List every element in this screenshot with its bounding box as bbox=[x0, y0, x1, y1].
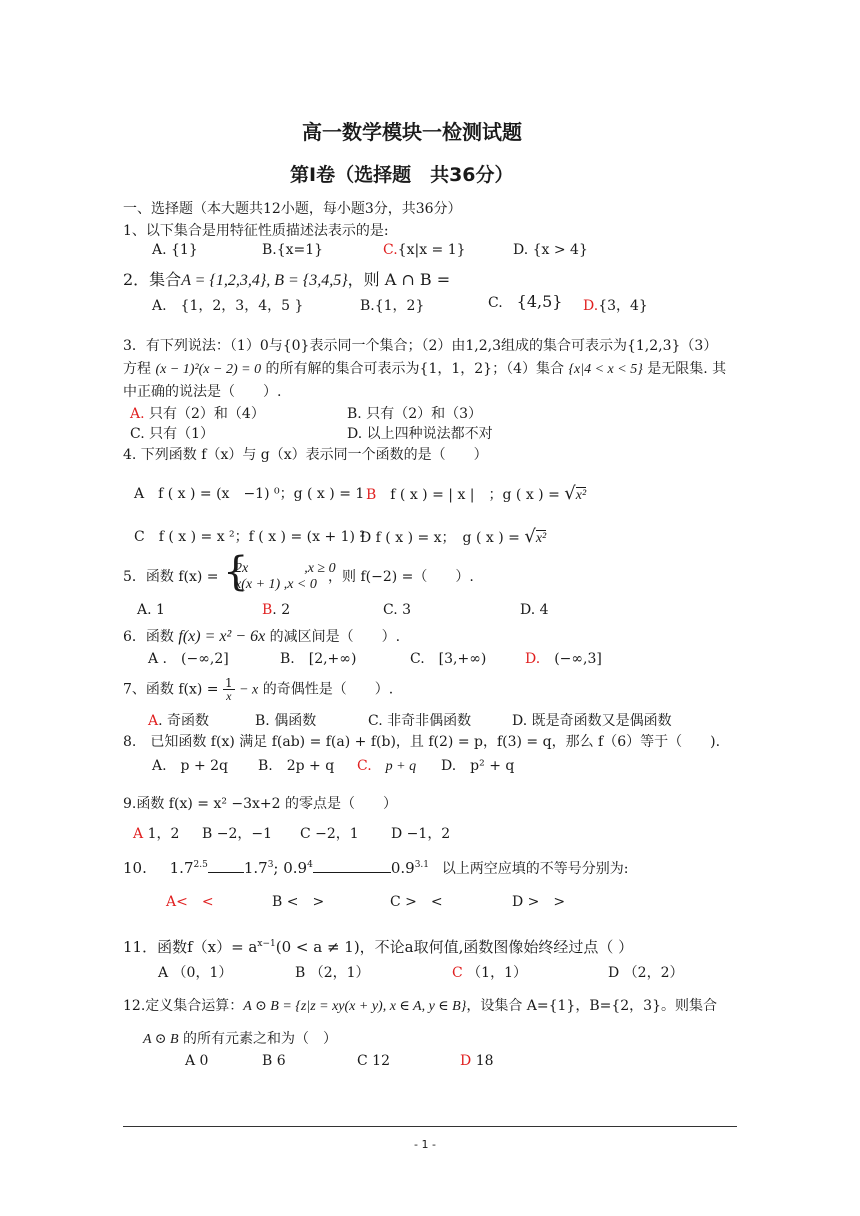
q9-option-b: B −2，−1 bbox=[202, 826, 273, 842]
q12-prefix: 12.定义集合运算： bbox=[123, 998, 244, 1014]
q10-option-c: C > < bbox=[390, 894, 443, 910]
q6-d-label: D. bbox=[525, 651, 541, 667]
q8-c-text: p + q bbox=[385, 759, 417, 774]
q7-stem bbox=[123, 677, 393, 702]
q8-c-label: C. bbox=[357, 758, 372, 774]
q4-b-text: f ( x ) = | x | ；g ( x ) = bbox=[390, 487, 560, 503]
q10-expr4: 0.9 bbox=[390, 859, 415, 877]
q12-d-label: D bbox=[460, 1053, 472, 1069]
q11-c-label: C bbox=[452, 965, 463, 981]
q1-c-label: C. bbox=[383, 242, 398, 258]
q10-blank2[interactable] bbox=[313, 872, 391, 873]
q2-option-a: A. {1，2，3，4，5 } bbox=[152, 298, 304, 314]
q9-a-label: A bbox=[133, 826, 144, 842]
q5-case2: x(x + 1) ,x < 0 bbox=[235, 577, 317, 592]
q5-option-a: A. 1 bbox=[137, 602, 165, 618]
q4-option-c: C f ( x ) = x ²；f ( x ) = (x + 1) ² bbox=[134, 529, 366, 545]
q5-brace-icon: { bbox=[223, 549, 249, 595]
q1-option-c bbox=[383, 242, 466, 258]
q5-option-d: D. 4 bbox=[520, 602, 549, 618]
q12-math: A ⊙ B = {z|z = xy(x + y), x ∈ A, y ∈ B} bbox=[243, 999, 467, 1014]
q10-exp4: 3.1 bbox=[414, 860, 430, 870]
q10-blank1[interactable] bbox=[208, 872, 244, 873]
q7-suffix: 的奇偶性是（ ）. bbox=[262, 681, 394, 698]
q4-sqrt-arg: x² bbox=[575, 488, 587, 503]
q9-stem: 9.函数 f(x) = x² −3x+2 的零点是（ ） bbox=[123, 796, 398, 812]
q10-expr1: 1.7 bbox=[169, 859, 194, 877]
q10-suffix: 以上两空应填的不等号分别为: bbox=[441, 861, 629, 877]
q12-option-d bbox=[460, 1053, 494, 1069]
q4-b-label: B bbox=[366, 487, 377, 503]
q3-option-b: B. 只有（2）和（3） bbox=[347, 406, 483, 422]
q4-sqrt-icon: √ bbox=[564, 483, 576, 504]
q3-line2-suffix: 是无限集. 其 bbox=[647, 361, 727, 377]
q11-text: 11．函数f（x）= a bbox=[123, 938, 258, 956]
q9-option-d: D −1，2 bbox=[391, 826, 451, 842]
q3-line3: 中正确的说法是（ ）. bbox=[123, 384, 282, 400]
q8-stem: 8. 已知函数 f(x) 满足 f(ab) = f(a) + f(b)，且 f(2) = p，f(3) = q，那么 f（6）等于（ ). bbox=[123, 734, 721, 750]
q7-prefix: 7、函数 f(x) = bbox=[123, 681, 219, 698]
q12-stem bbox=[123, 995, 717, 1015]
q3-line2-mid: 的所有解的集合可表示为{1，1，2}；（4）集合 bbox=[265, 361, 564, 377]
q6-option-d bbox=[525, 648, 602, 668]
q3-line2-prefix: 方程 bbox=[123, 361, 151, 377]
q10-a-text: < < bbox=[176, 894, 214, 910]
q10-stem bbox=[123, 858, 629, 878]
q3-option-c: C. 只有（1） bbox=[130, 426, 215, 442]
q12-line2-math: A ⊙ B bbox=[143, 1032, 179, 1047]
q3-math1: (x − 1)²(x − 2) = 0 bbox=[155, 362, 262, 377]
q5-stem bbox=[123, 549, 474, 600]
q7-option-b: B. 偶函数 bbox=[255, 713, 317, 729]
q6-prefix: 6．函数 bbox=[123, 629, 174, 645]
q4-sqrt-icon-2: √ bbox=[524, 526, 536, 547]
q12-line2 bbox=[143, 1028, 337, 1048]
q5-prefix: 5．函数 f(x) = bbox=[123, 569, 219, 585]
q3-a-text: 只有（2）和（4） bbox=[149, 406, 265, 422]
q2-d-text: {3，4} bbox=[598, 298, 648, 314]
q12-option-c: C 12 bbox=[357, 1053, 390, 1069]
q4-option-a: A f ( x ) = (x −1) ⁰；g ( x ) = 1 bbox=[134, 486, 365, 502]
q6-suffix: 的减区间是（ ）. bbox=[269, 629, 401, 645]
footer-divider bbox=[123, 1126, 737, 1127]
q2-option-c bbox=[488, 292, 562, 312]
q12-line2-text: 的所有元素之和为（ ） bbox=[183, 1031, 338, 1047]
q10-option-b: B < > bbox=[272, 894, 325, 910]
q10-option-d: D > > bbox=[512, 894, 566, 910]
q7-fraction bbox=[223, 677, 235, 702]
q10-expr3: ; 0.9 bbox=[273, 859, 308, 877]
q12-option-a: A 0 bbox=[185, 1053, 209, 1069]
q10-option-a bbox=[166, 891, 214, 911]
q6-option-a: A . (−∞,2] bbox=[148, 651, 229, 667]
q5-option-c: C. 3 bbox=[383, 602, 412, 618]
q8-option-b: B. 2p + q bbox=[258, 758, 335, 774]
q6-math: f(x) = x² − 6x bbox=[178, 628, 266, 645]
q2-c-text: {4,5} bbox=[516, 292, 563, 311]
q3-line1: 3．有下列说法：（1）0与{0}表示同一个集合；（2）由1,2,3组成的集合可表示为{1,2,3}（3） bbox=[123, 338, 718, 354]
page-number: - 1 - bbox=[414, 1138, 436, 1151]
q12-d-text: 18 bbox=[475, 1053, 494, 1069]
q10-exp1: 2.5 bbox=[193, 860, 208, 870]
q2-suffix: ，则 A ∩ B = bbox=[347, 270, 451, 289]
q1-option-b: B.{x=1} bbox=[262, 242, 324, 258]
q2-d-label: D. bbox=[583, 298, 599, 314]
q9-a-text: 1，2 bbox=[147, 826, 180, 842]
q2-stem bbox=[123, 267, 450, 290]
q2-math: A = {1,2,3,4}, B = {3,4,5} bbox=[181, 272, 348, 289]
q5-b-label: B bbox=[262, 602, 273, 618]
q12-option-b: B 6 bbox=[262, 1053, 286, 1069]
q4-option-b bbox=[366, 483, 586, 504]
q8-option-d: D. p² + q bbox=[441, 758, 515, 774]
q7-frac-num: 1 bbox=[225, 676, 233, 690]
q7-a-label: A bbox=[148, 713, 159, 729]
q7-option-a bbox=[148, 710, 209, 730]
q2-option-b: B.{1，2} bbox=[360, 298, 425, 314]
q8-option-a: A. p + 2q bbox=[152, 758, 229, 774]
q11-stem bbox=[123, 936, 633, 957]
q10-exp2: 3 bbox=[267, 860, 274, 870]
q1-option-d: D. {x > 4} bbox=[513, 242, 588, 258]
q3-option-a bbox=[130, 403, 265, 423]
q7-a-text: . 奇函数 bbox=[158, 713, 210, 729]
q4-d-text: D f ( x ) = x； g ( x ) = bbox=[360, 530, 520, 546]
q11-suffix: (0 < a ≠ 1)，不论a取何值,函数图像始终经过点（ ） bbox=[275, 938, 634, 956]
q2-c-label: C. bbox=[488, 295, 503, 311]
q11-option-c bbox=[452, 962, 527, 982]
q6-option-c: C. [3,+∞) bbox=[410, 651, 487, 667]
q4-sqrt-arg-2: x² bbox=[535, 531, 547, 546]
q5-suffix: ，则 f(−2) =（ ）. bbox=[328, 569, 474, 585]
q3-line2 bbox=[123, 358, 726, 378]
section-subtitle: 第Ⅰ卷（选择题 共36分） bbox=[290, 164, 514, 186]
q11-exp: x−1 bbox=[257, 939, 276, 949]
section-heading: 一、选择题（本大题共12小题，每小题3分，共36分） bbox=[123, 201, 462, 217]
q5-b-text: . 2 bbox=[272, 602, 291, 618]
q6-d-text: (−∞,3] bbox=[554, 651, 602, 667]
q8-option-c bbox=[357, 755, 416, 775]
q10-expr2: 1.7 bbox=[243, 859, 268, 877]
q10-exp3: 4 bbox=[307, 860, 313, 870]
q4-stem: 4. 下列函数 f（x）与 g（x）表示同一个函数的是（ ） bbox=[123, 447, 488, 463]
q2-prefix: 2．集合 bbox=[123, 270, 182, 289]
q7-option-d: D. 既是奇函数又是偶函数 bbox=[512, 713, 672, 729]
page-title: 高一数学模块一检测试题 bbox=[302, 120, 522, 144]
q1-stem: 1、以下集合是用特征性质描述法表示的是: bbox=[123, 223, 389, 239]
q1-option-a: A. {1} bbox=[152, 242, 198, 258]
q10-prefix: 10. bbox=[123, 859, 147, 877]
q7-mid: − x bbox=[239, 682, 259, 698]
q9-option-c: C −2，1 bbox=[300, 826, 359, 842]
q11-option-d: D （2，2） bbox=[608, 965, 684, 981]
q11-option-a: A （0，1） bbox=[158, 965, 233, 981]
q11-c-text: （1，1） bbox=[467, 965, 527, 981]
q9-option-a bbox=[133, 823, 179, 843]
q3-math2: {x|4 < x < 5} bbox=[568, 362, 643, 377]
q3-a-label: A. bbox=[130, 406, 145, 422]
q5-case1: 2x ,x ≥ 0 bbox=[235, 561, 336, 576]
q6-stem bbox=[123, 626, 400, 646]
q11-option-b: B （2，1） bbox=[295, 965, 370, 981]
q1-c-text: {x|x = 1} bbox=[397, 242, 466, 258]
q3-option-d: D. 以上四种说法都不对 bbox=[347, 426, 493, 442]
q10-a-label: A bbox=[166, 894, 177, 910]
q5-option-b bbox=[262, 602, 290, 618]
q7-frac-den: x bbox=[226, 689, 232, 703]
q12-suffix: ，设集合 A={1}，B={2，3}。则集合 bbox=[466, 998, 717, 1014]
q2-option-d bbox=[583, 295, 648, 315]
q7-option-c: C. 非奇非偶函数 bbox=[368, 713, 472, 729]
q4-option-d bbox=[360, 526, 546, 547]
q6-option-b: B. [2,+∞) bbox=[280, 651, 357, 667]
